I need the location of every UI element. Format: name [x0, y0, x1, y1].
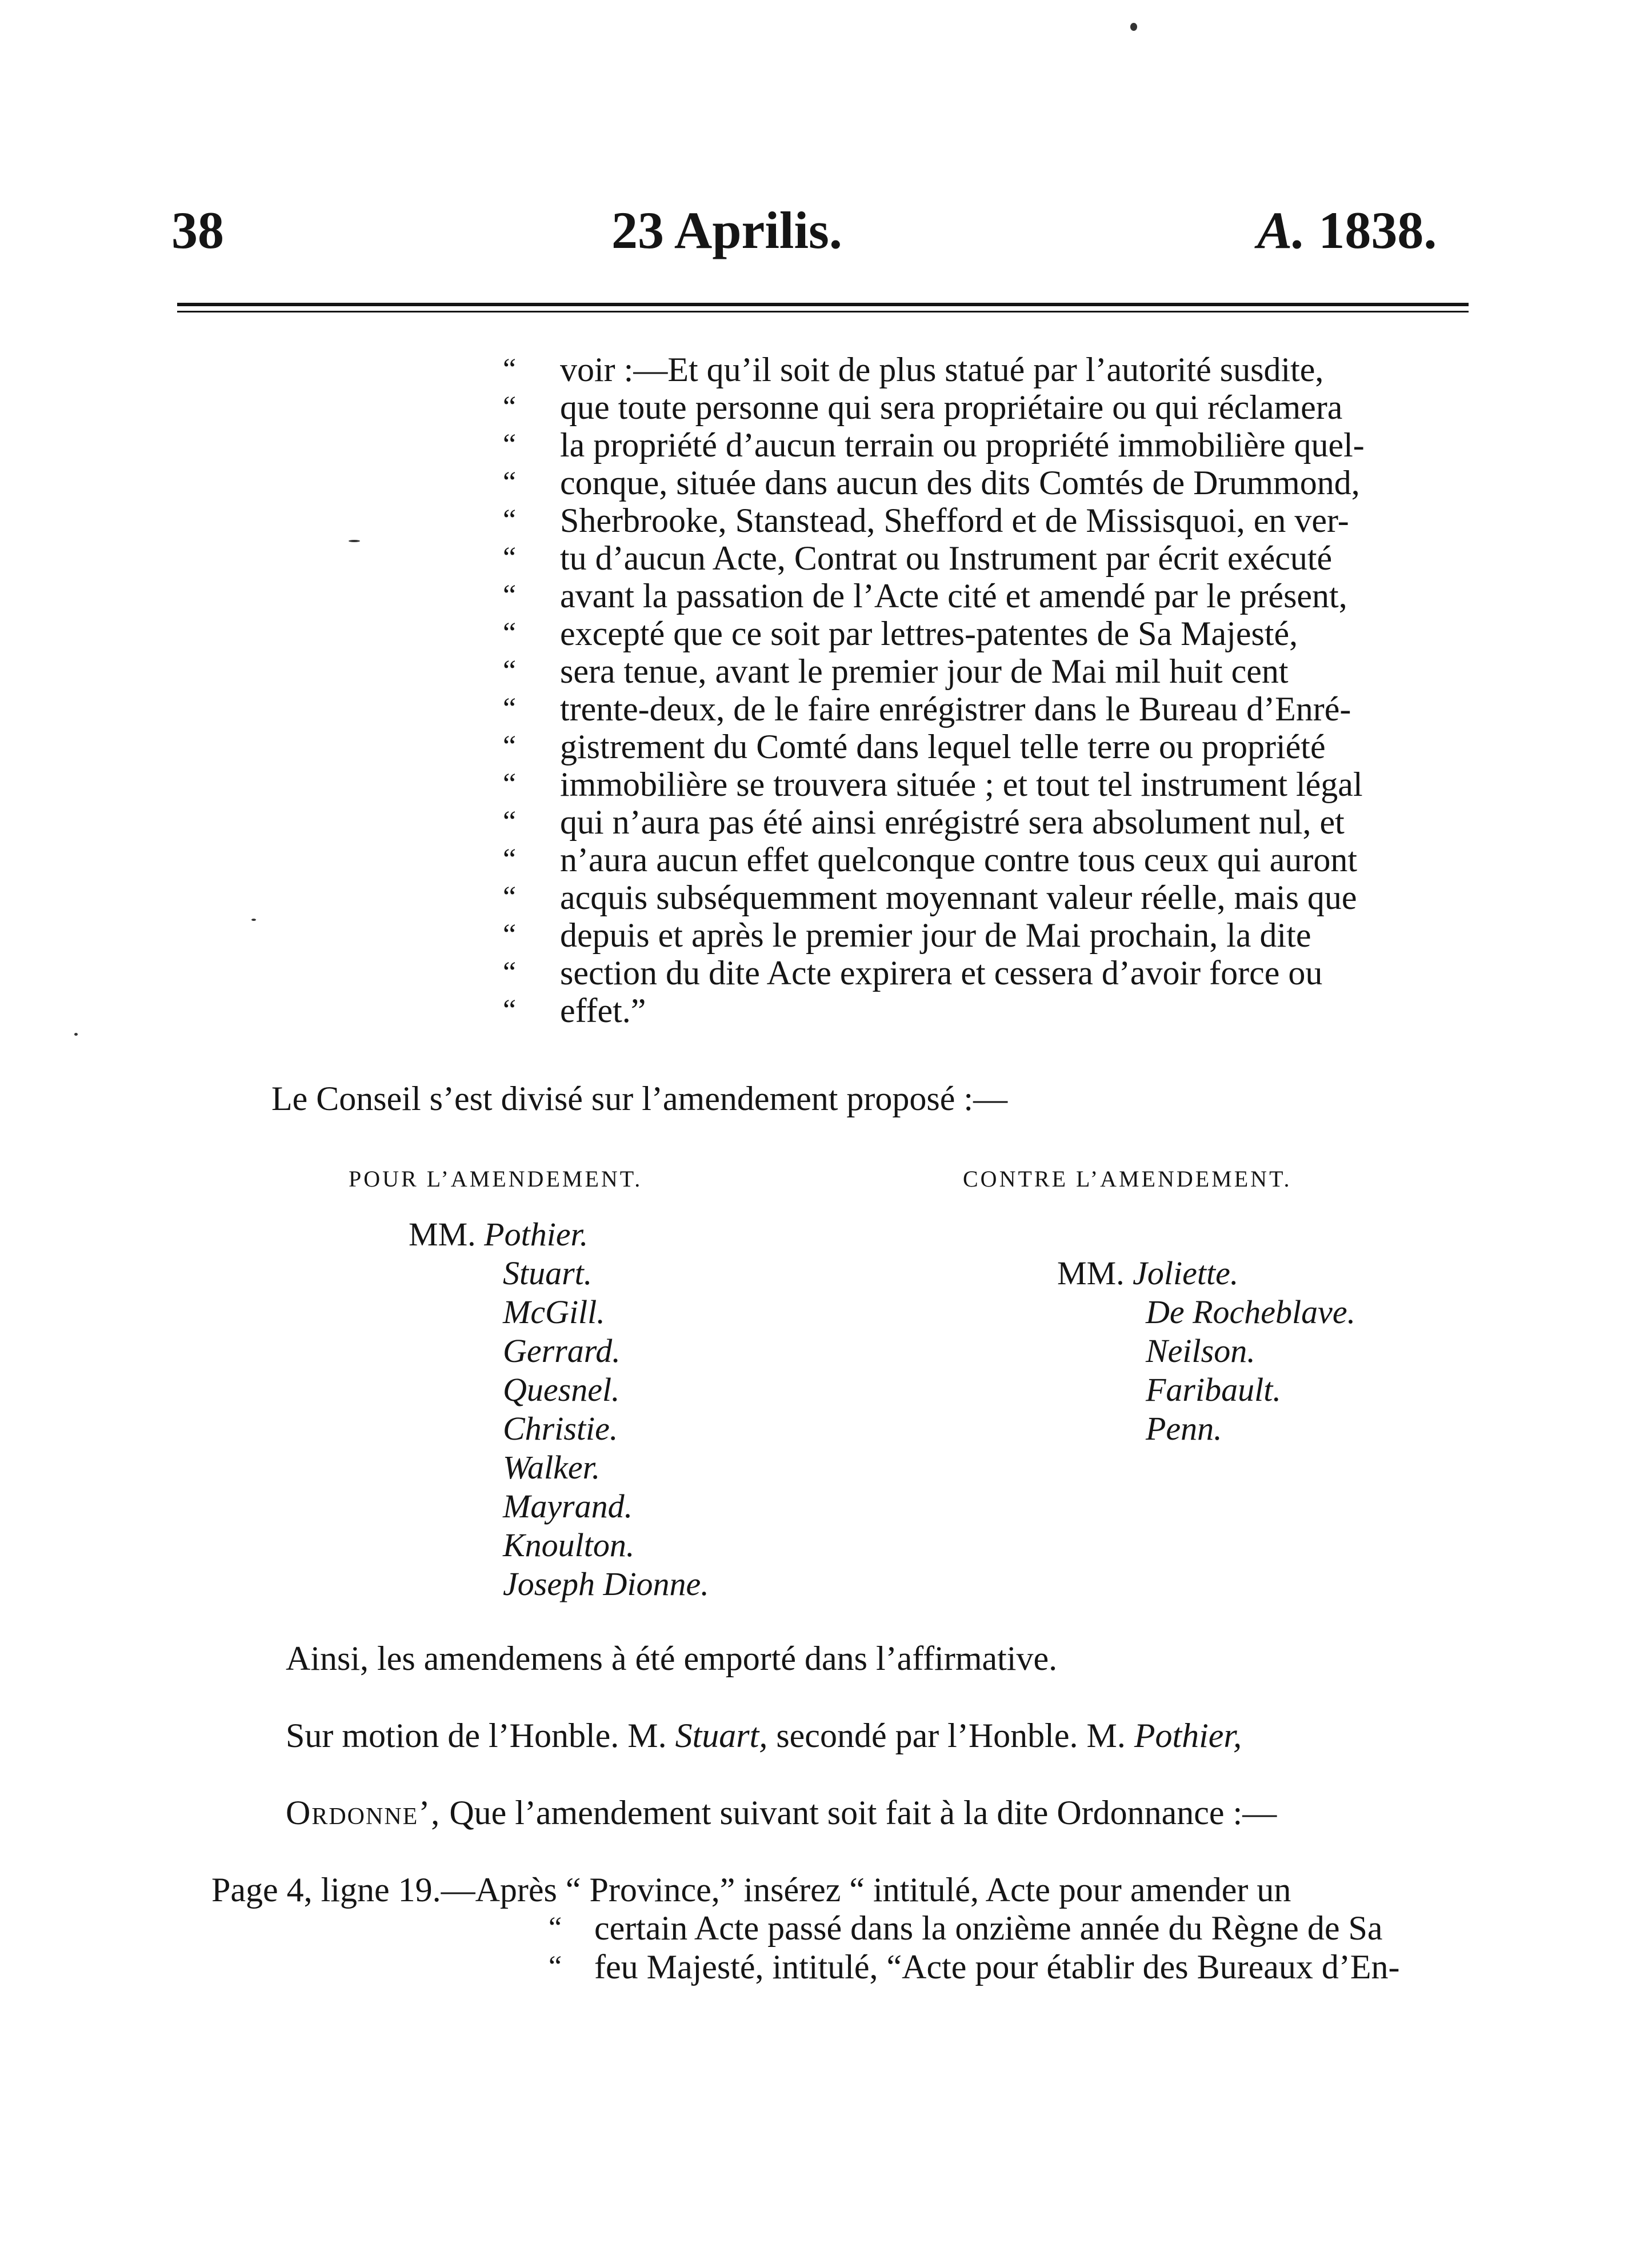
quote-mark: “	[503, 579, 517, 612]
ink-speck	[349, 540, 360, 542]
voter-name: Mayrand.	[503, 1488, 633, 1525]
voter-name: Joseph Dionne.	[503, 1565, 709, 1602]
quote-mark: “	[549, 1912, 562, 1944]
contre-heading: CONTRE L’AMENDEMENT.	[963, 1166, 1292, 1192]
quote-mark: “	[503, 617, 517, 650]
voter-name: Stuart.	[503, 1255, 593, 1292]
mm-label: MM.	[1057, 1255, 1125, 1292]
quote-mark: “	[503, 994, 517, 1027]
anno-symbol: A.	[1257, 201, 1306, 259]
voter-name: Neilson.	[1146, 1332, 1255, 1369]
voter-name: Faribault.	[1146, 1371, 1281, 1408]
quote-mark: “	[503, 956, 517, 989]
page-number: 38	[171, 201, 224, 259]
result-statement: Ainsi, les amendemens à été emporté dans l’affirmative.	[286, 1640, 1058, 1677]
header-date: 23 Aprilis.	[611, 201, 842, 259]
quote-mark: “	[503, 843, 517, 876]
voter-name: De Rocheblave.	[1146, 1293, 1356, 1331]
header-rule-top	[177, 303, 1469, 306]
quote-mark: “	[503, 504, 517, 536]
ink-speck	[74, 1033, 78, 1036]
quote-mark: “	[503, 466, 517, 499]
header-year	[1257, 200, 1437, 261]
order-word: Ordonne’,	[286, 1794, 441, 1832]
header-rule-bottom	[177, 311, 1469, 312]
document-page: 38 23 Aprilis. A. 1838. “ voir :—Et qu’il soit de plus statué par l’autorité susdite, “ que toute personne qui sera propriétaire ou qui réclamera “ la propriété d’aucun terrain ou propriété immobilière quel- “ conque, située dans aucun des dits Comtés de Drummond, “ Sherbrooke, Stanstead, Shefford et de Missisquoi, en ver- “ tu d’aucun Acte, Contrat ou Instrument par écrit exécuté “ avant la passation de l’Acte cité et amendé par le présent, “ excepté que ce soit par lettres-patentes de Sa Majesté, “ sera tenue, avant le premier jour de Mai mil huit cent “ trente-deux, de le faire enrégistrer dans le Bureau d’Enré- “ gistrement du Comté dans lequel telle terre ou propriété “ immobilière se trouvera située ; et tout tel instrument légal “ qui n’aura pas été ainsi enrégistré sera absolument nul, et “ n’aura aucun effet quelconque contre tous ceux qui auront “ acquis subséquemment moyennant valeur réelle, mais que “ depuis et après le premier jour de Mai prochain, la dite “ section du dite Acte expirera et cessera d’avoir force ou “ effet.” Le Conseil s’est divisé sur l’amendement proposé :— POUR L’AMENDEMENT. CONTRE L’AMENDEMENT. MM. Pothier. Stuart. McGill. Gerrard. Quesnel. Christie. Walker. Mayrand. Knoulton. Joseph Dionne. MM. Joliette. De Rocheblave. Neilson. Faribault. Penn. Ainsi, les amendemens à été emporté dans l’affirmative. Sur motion de l’Honble. M. Stuart, secondé par l’Honble. M. Pothier, Ordonne’, Que l’amendement suivant soit fait à la dite Ordonnance :— Page 4, ligne 19.—Après “ Province,” insérez “ intitulé, Acte pour amender un “ certain Acte passé dans la onzième année du Règne de Sa “ feu Majesté, intitulé, “Acte pour établir des Bureaux d’En-	[0, 0, 1644, 2268]
voter-name: Walker.	[503, 1449, 601, 1486]
voter-name: MM. Joliette.	[1057, 1255, 1239, 1292]
voter-name: Christie.	[503, 1410, 618, 1447]
quote-mark: “	[503, 806, 517, 838]
mm-label: MM.	[409, 1216, 476, 1253]
year-value: 1838.	[1318, 201, 1437, 259]
quote-mark: “	[503, 542, 517, 574]
seconder-name: Pothier,	[1134, 1717, 1242, 1754]
ink-speck	[251, 919, 256, 921]
quote-mark: “	[503, 655, 517, 687]
voter-name: McGill.	[503, 1293, 605, 1331]
voter-name: Penn.	[1146, 1410, 1222, 1447]
quote-mark: “	[503, 919, 517, 951]
quote-mark: “	[503, 730, 517, 763]
pour-heading: POUR L’AMENDEMENT.	[349, 1166, 643, 1192]
quote-mark: “	[503, 391, 517, 423]
quote-mark: “	[503, 881, 517, 913]
quote-mark: “	[503, 692, 517, 725]
voter-name: MM. Pothier.	[409, 1216, 589, 1253]
voter-name: Gerrard.	[503, 1332, 621, 1369]
order-statement: Ordonne’, Que l’amendement suivant soit fait à la dite Ordonnance :—	[286, 1794, 1277, 1832]
quote-mark: “	[549, 1950, 562, 1983]
quote-mark: “	[503, 428, 517, 461]
motion-statement: Sur motion de l’Honble. M. Stuart, secondé par l’Honble. M. Pothier,	[286, 1717, 1242, 1754]
quote-mark: “	[503, 768, 517, 800]
quote-mark: “	[503, 353, 517, 386]
voter-name: Quesnel.	[503, 1371, 620, 1408]
ink-speck	[1130, 23, 1137, 31]
division-intro: Le Conseil s’est divisé sur l’amendement proposé :—	[271, 1080, 1008, 1117]
voter-name: Knoulton.	[503, 1526, 635, 1564]
mover-name: Stuart,	[675, 1717, 768, 1754]
amendment-line-1: Page 4, ligne 19.—Après “ Province,” insérez “ intitulé, Acte pour amender un	[211, 1871, 1291, 1909]
